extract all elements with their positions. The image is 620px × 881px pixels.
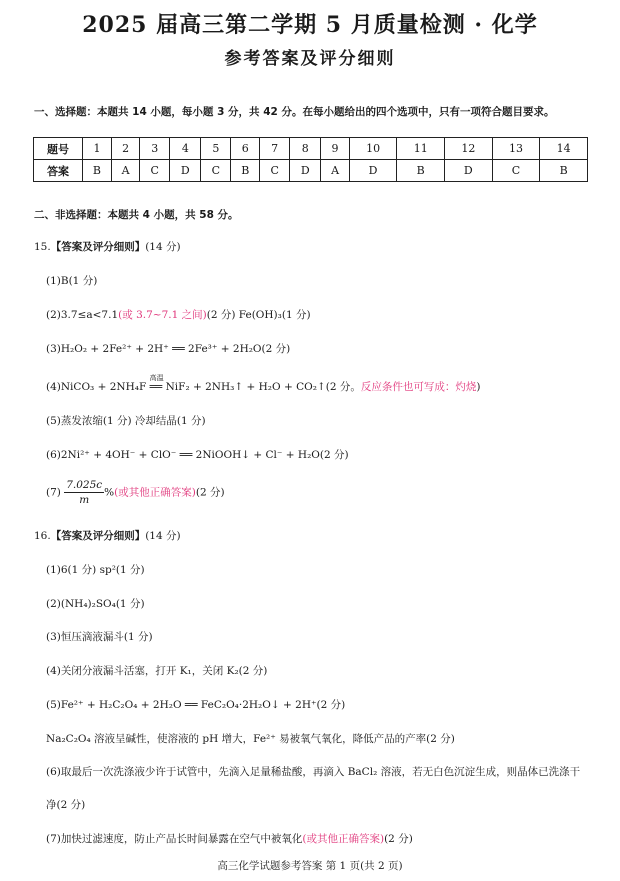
row-label: 题号 bbox=[34, 138, 83, 160]
answer-cell: D bbox=[290, 160, 321, 182]
q15-line-1: (1)B(1 分) bbox=[46, 275, 98, 287]
question-number: 6 bbox=[231, 138, 260, 160]
fraction bbox=[64, 480, 104, 505]
q16-line-3: (3)恒压滴液漏斗(1 分) bbox=[46, 631, 153, 643]
section-1-heading: 一、选择题：本题共 14 小题，每小题 3 分，共 42 分。在每小题给出的四个选项中，只有一项符合题目要求。 bbox=[34, 106, 555, 118]
question-number: 7 bbox=[260, 138, 290, 160]
q16-line-6: (6)取最后一次洗涤液少许于试管中，先滴入足量稀盐酸，再滴入 BaCl₂ 溶液，若无白色沉淀生成，则晶体已洗涤干 bbox=[46, 766, 581, 778]
q15-l2-answer: (2)3.7≤a<7.1 bbox=[46, 309, 119, 321]
q15-l7-prefix: (7) bbox=[46, 486, 61, 499]
q16-head: 【答案及评分细则】 bbox=[50, 530, 146, 542]
q16-line-6b: 净(2 分) bbox=[46, 799, 86, 811]
answer-cell: B bbox=[83, 160, 112, 182]
answer-cell: A bbox=[111, 160, 139, 182]
page-footer: 高三化学试题参考答案 第 1 页(共 2 页) bbox=[217, 860, 403, 872]
answer-cell: B bbox=[540, 160, 588, 182]
q15-line-5: (5)蒸发浓缩(1 分) 冷却结晶(1 分) bbox=[46, 415, 206, 427]
answer-cell: D bbox=[349, 160, 397, 182]
q16-line-7 bbox=[46, 831, 413, 846]
answer-cell: D bbox=[445, 160, 493, 182]
fraction-denominator: m bbox=[79, 493, 90, 506]
q16-l7-answer: (7)加快过滤速度，防止产品长时间暴露在空气中被氧化 bbox=[46, 833, 303, 845]
q16-line-5: (5)Fe²⁺ + H₂C₂O₄ + 2H₂O ══ FeC₂O₄·2H₂O↓ + 2H⁺(2 分) bbox=[46, 699, 346, 711]
q16-line-4: (4)关闭分液漏斗活塞，打开 K₁，关闭 K₂(2 分) bbox=[46, 665, 268, 677]
answer-table bbox=[33, 137, 588, 182]
q15-line-4 bbox=[46, 374, 481, 394]
q16-line-5b: Na₂C₂O₄ 溶液呈碱性，使溶液的 pH 增大，Fe²⁺ 易被氧气氧化，降低产品的产率(2 分) bbox=[46, 733, 455, 745]
q15-line-3: (3)H₂O₂ + 2Fe²⁺ + 2H⁺ ══ 2Fe³⁺ + 2H₂O(2 分) bbox=[46, 343, 291, 355]
question-number: 13 bbox=[492, 138, 540, 160]
q15-points: (14 分) bbox=[145, 241, 181, 253]
question-number: 3 bbox=[140, 138, 170, 160]
answer-cell: D bbox=[170, 160, 201, 182]
answer-cell: B bbox=[231, 160, 260, 182]
page-title: 2025 届高三第二学期 5 月质量检测 · 化学 bbox=[82, 12, 538, 38]
section-2-heading: 二、非选择题：本题共 4 小题，共 58 分。 bbox=[34, 209, 239, 221]
q16-line-1: (1)6(1 分) sp²(1 分) bbox=[46, 564, 145, 576]
question-number: 14 bbox=[540, 138, 588, 160]
question-number: 5 bbox=[201, 138, 231, 160]
answer-cell: C bbox=[492, 160, 540, 182]
question-number: 2 bbox=[111, 138, 139, 160]
q15-line-6: (6)2Ni²⁺ + 4OH⁻ + ClO⁻ ══ 2NiOOH↓ + Cl⁻ + H₂O(2 分) bbox=[46, 449, 349, 461]
answer-cell: C bbox=[140, 160, 170, 182]
q16-line-2: (2)(NH₄)₂SO₄(1 分) bbox=[46, 598, 145, 610]
q15-l4-note: 反应条件也可写成：灼烧 bbox=[360, 381, 477, 393]
q15-l2-rest: (2 分) Fe(OH)₃(1 分) bbox=[206, 309, 311, 321]
question-number-row bbox=[34, 138, 588, 160]
q16-heading bbox=[34, 528, 181, 543]
answer-cell: A bbox=[321, 160, 349, 182]
q16-l7-alternative: (或其他正确答案) bbox=[302, 833, 385, 845]
reaction-condition: 高温 ══ bbox=[149, 374, 164, 393]
q15-head: 【答案及评分细则】 bbox=[50, 241, 146, 253]
q15-number: 15. bbox=[34, 241, 51, 253]
condition-label: 高温 bbox=[149, 374, 164, 382]
q15-l2-alternative: (或 3.7~7.1 之间) bbox=[118, 309, 207, 321]
row-label: 答案 bbox=[34, 160, 83, 182]
question-number: 8 bbox=[290, 138, 321, 160]
q15-l4-reactants: (4)NiCO₃ + 2NH₄F bbox=[46, 381, 147, 393]
q15-line-7 bbox=[46, 480, 225, 505]
q15-l4-end: ) bbox=[476, 381, 481, 393]
fraction-numerator: 7.025c bbox=[66, 479, 103, 491]
q15-heading bbox=[34, 239, 181, 254]
q16-points: (14 分) bbox=[145, 530, 181, 542]
answer-cell: C bbox=[260, 160, 290, 182]
question-number: 9 bbox=[321, 138, 349, 160]
question-number: 10 bbox=[349, 138, 397, 160]
question-number: 11 bbox=[397, 138, 445, 160]
answer-cell: B bbox=[397, 160, 445, 182]
q15-line-2 bbox=[46, 307, 311, 322]
q16-number: 16. bbox=[34, 530, 51, 542]
page-subtitle: 参考答案及评分细则 bbox=[224, 49, 396, 69]
q16-l7-points: (2 分) bbox=[384, 833, 413, 845]
q15-l7-alternative: (或其他正确答案) bbox=[114, 486, 196, 499]
question-number: 4 bbox=[170, 138, 201, 160]
q15-l4-products: NiF₂ + 2NH₃↑ + H₂O + CO₂↑(2 分。 bbox=[165, 381, 361, 393]
question-number: 12 bbox=[445, 138, 493, 160]
percent-sign: % bbox=[104, 486, 115, 499]
q15-l7-points: (2 分) bbox=[195, 486, 225, 499]
answer-row bbox=[34, 160, 588, 182]
answer-cell: C bbox=[201, 160, 231, 182]
question-number: 1 bbox=[83, 138, 112, 160]
